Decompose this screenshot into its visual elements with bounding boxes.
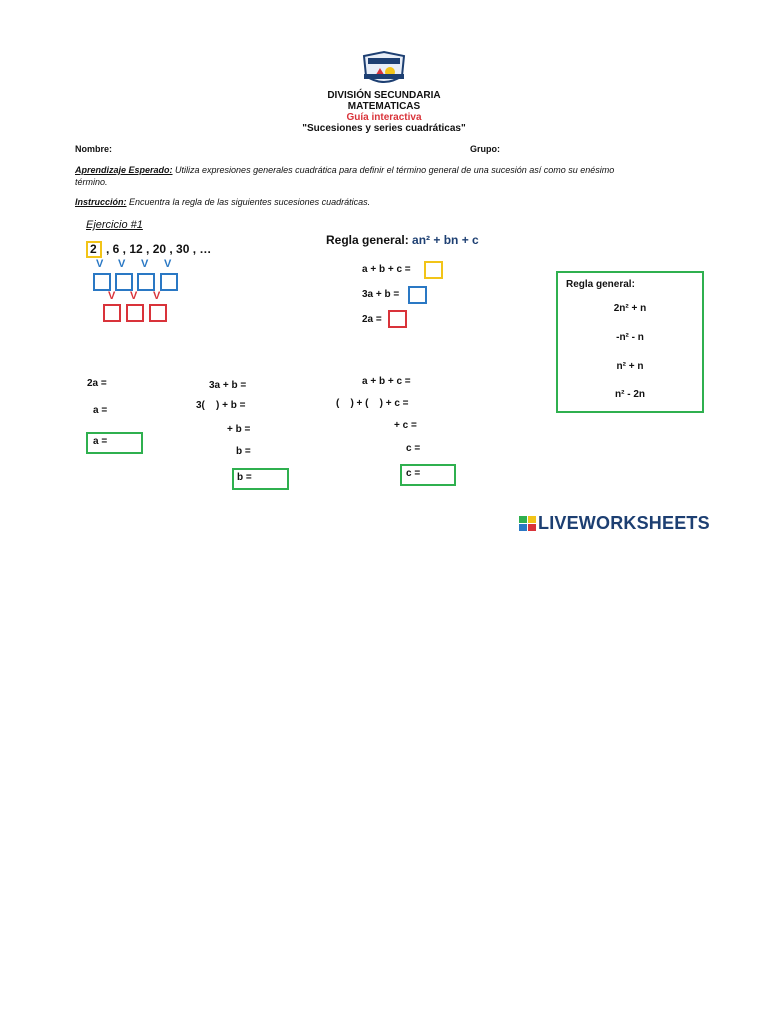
school-crest [360,50,408,88]
answer-a-input[interactable] [113,435,139,449]
division-title: DIVISIÓN SECUNDARIA [327,90,441,101]
name-input[interactable] [118,142,448,156]
difference-mark: V [164,258,172,270]
work-sub-a-input[interactable] [346,396,362,410]
work-c-step: c = [406,443,421,454]
exercise-title: Ejercicio #1 [86,219,143,231]
rule-formula: an² + bn + c [412,233,479,247]
equation-3ab: 3a + b = [362,289,400,300]
work-3ab: 3a + b = [209,380,247,391]
options-title: Regla general: [566,279,635,290]
equation-abc-input[interactable] [424,261,443,279]
work-3sub-paren-input[interactable] [209,398,225,412]
difference-mark: V [96,258,104,270]
option-item[interactable]: n² - 2n [615,389,645,400]
work-sub-abc: ( ) + ( ) + c = [336,398,409,409]
work-3sub: 3( ) + b = [196,400,246,411]
rule-label: Regla general: [326,233,413,247]
first-difference-input[interactable] [160,273,178,291]
first-difference-input[interactable] [93,273,111,291]
name-label: Nombre: [75,144,113,154]
answer-b-label: b = [237,472,252,483]
equation-3ab-input[interactable] [408,286,427,304]
answer-a-label: a = [93,436,108,447]
option-item[interactable]: -n² - n [616,332,644,343]
work-2a: 2a = [87,378,107,389]
liveworksheets-wordmark: LIVEWORKSHEETS [538,513,710,533]
work-plusc: + c = [394,420,417,431]
work-plusc-input[interactable] [424,418,464,432]
work-2a-input[interactable] [114,376,164,390]
equation-abc: a + b + c = [362,264,411,275]
difference-mark: V [118,258,126,270]
second-difference-input[interactable] [126,304,144,322]
work-plusb: + b = [227,424,251,435]
work-c-step-input[interactable] [424,441,464,455]
answer-b-input[interactable] [258,471,286,485]
learning-label: Aprendizaje Esperado: [75,165,173,175]
topic-title: "Sucesiones y series cuadráticas" [302,123,466,134]
work-sub-abc-input[interactable] [424,396,464,410]
option-item[interactable]: n² + n [616,361,644,372]
instruction-label: Instrucción: [75,197,127,207]
group-input[interactable] [505,142,625,156]
learning-text: Utiliza expresiones generales cuadrática para definir el término general de una sucesión así como su enésimo [172,165,615,175]
option-item[interactable]: 2n² + n [613,303,647,314]
group-label: Grupo: [470,144,500,154]
learning-paragraph [75,164,695,188]
learning-text-2: término. [75,177,108,187]
equation-2a: 2a = [362,314,382,325]
work-abc-input[interactable] [424,374,464,388]
answer-c-input[interactable] [426,467,453,481]
work-abc: a + b + c = [362,376,411,387]
rule-heading [326,233,479,247]
work-plusc-left-input[interactable] [362,418,392,432]
second-difference-input[interactable] [149,304,167,322]
first-difference-input[interactable] [137,273,155,291]
second-difference-mark: V [108,290,116,302]
work-3sub-input[interactable] [256,398,296,412]
work-b-step-input[interactable] [256,444,296,458]
first-difference-input[interactable] [115,273,133,291]
first-term: 2 [90,242,97,256]
work-a-step-input[interactable] [113,403,163,417]
work-3ab-input[interactable] [256,378,296,392]
liveworksheets-logo-icon [519,516,537,532]
guide-title: Guía interactiva [346,112,422,123]
work-plusb-left-input[interactable] [200,422,226,436]
equation-2a-input[interactable] [388,310,407,328]
answer-c-label: c = [406,468,421,479]
work-b-step: b = [236,446,251,457]
second-difference-input[interactable] [103,304,121,322]
difference-mark: V [141,258,149,270]
instruction-text: Encuentra la regla de las siguientes sucesiones cuadráticas. [126,197,371,207]
sequence-terms: , 6 , 12 , 20 , 30 , … [106,242,212,256]
work-plusb-input[interactable] [256,422,296,436]
work-sub-b-input[interactable] [378,396,394,410]
instruction-paragraph [75,197,370,207]
second-difference-mark: V [153,290,161,302]
work-a-step: a = [93,405,108,416]
second-difference-mark: V [130,290,138,302]
subject-title: MATEMATICAS [347,101,421,112]
